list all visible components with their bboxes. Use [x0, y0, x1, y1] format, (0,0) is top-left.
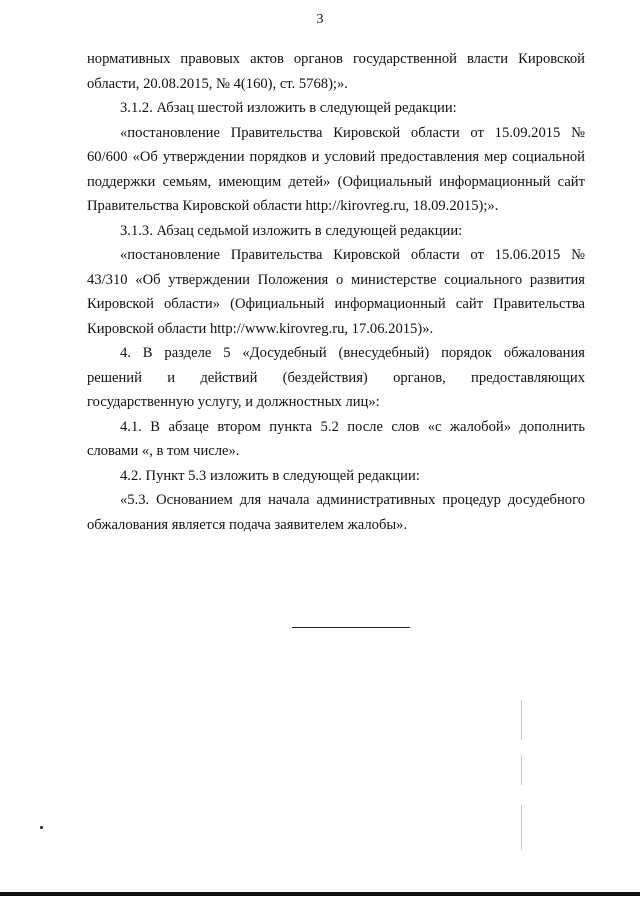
- scan-speck: [40, 826, 43, 829]
- paragraph-4: 4. В разделе 5 «Досудебный (внесудебный) порядок обжалования решений и действий (бездействия) органов, предоставляющих государственную услугу, и должностных лиц»:: [87, 345, 585, 410]
- paragraph-3-1-2: 3.1.2. Абзац шестой изложить в следующей редакции:: [120, 100, 457, 116]
- paragraph-3-1-3: 3.1.3. Абзац седьмой изложить в следующей редакции:: [120, 222, 463, 239]
- paragraph-continuation: нормативных правовых актов органов государственной власти Кировской области, 20.08.2015, № 4(160), ст. 5768);».: [87, 51, 585, 92]
- paragraph-4-2: 4.2. Пункт 5.3 изложить в следующей редакции:: [120, 467, 420, 484]
- paragraph-4-1: 4.1. В абзаце втором пункта 5.2 после слов «с жалобой» дополнить словами «, в том числе».: [87, 418, 585, 459]
- paragraph-3-1-2-text: «постановление Правительства Кировской области от 15.09.2015 № 60/600 «Об утверждении порядков и условий предоставления мер социальной поддержки семьям, имеющим детей» (Официальный информационный сайт Правительства Кировской области http://kirovreg.ru, 18.09.2015);».: [87, 124, 585, 214]
- end-of-document-line: [292, 627, 410, 628]
- page-number: 3: [316, 12, 324, 27]
- scan-artifact: [521, 805, 522, 850]
- document-body: [87, 47, 585, 537]
- scan-artifact: [521, 700, 522, 740]
- page-bottom-edge: [0, 892, 640, 896]
- paragraph-5-3-text: «5.3. Основанием для начала административных процедур досудебного обжалования является подача заявителем жалобы».: [87, 492, 585, 533]
- scan-artifact: [521, 755, 522, 785]
- paragraph-3-1-3-text: «постановление Правительства Кировской области от 15.06.2015 № 43/310 «Об утверждении Положения о министерстве социального развития Кировской области» (Официальный информационный сайт Правительства Кировской области http://www.kirovreg.ru, 17.06.2015)».: [87, 247, 585, 337]
